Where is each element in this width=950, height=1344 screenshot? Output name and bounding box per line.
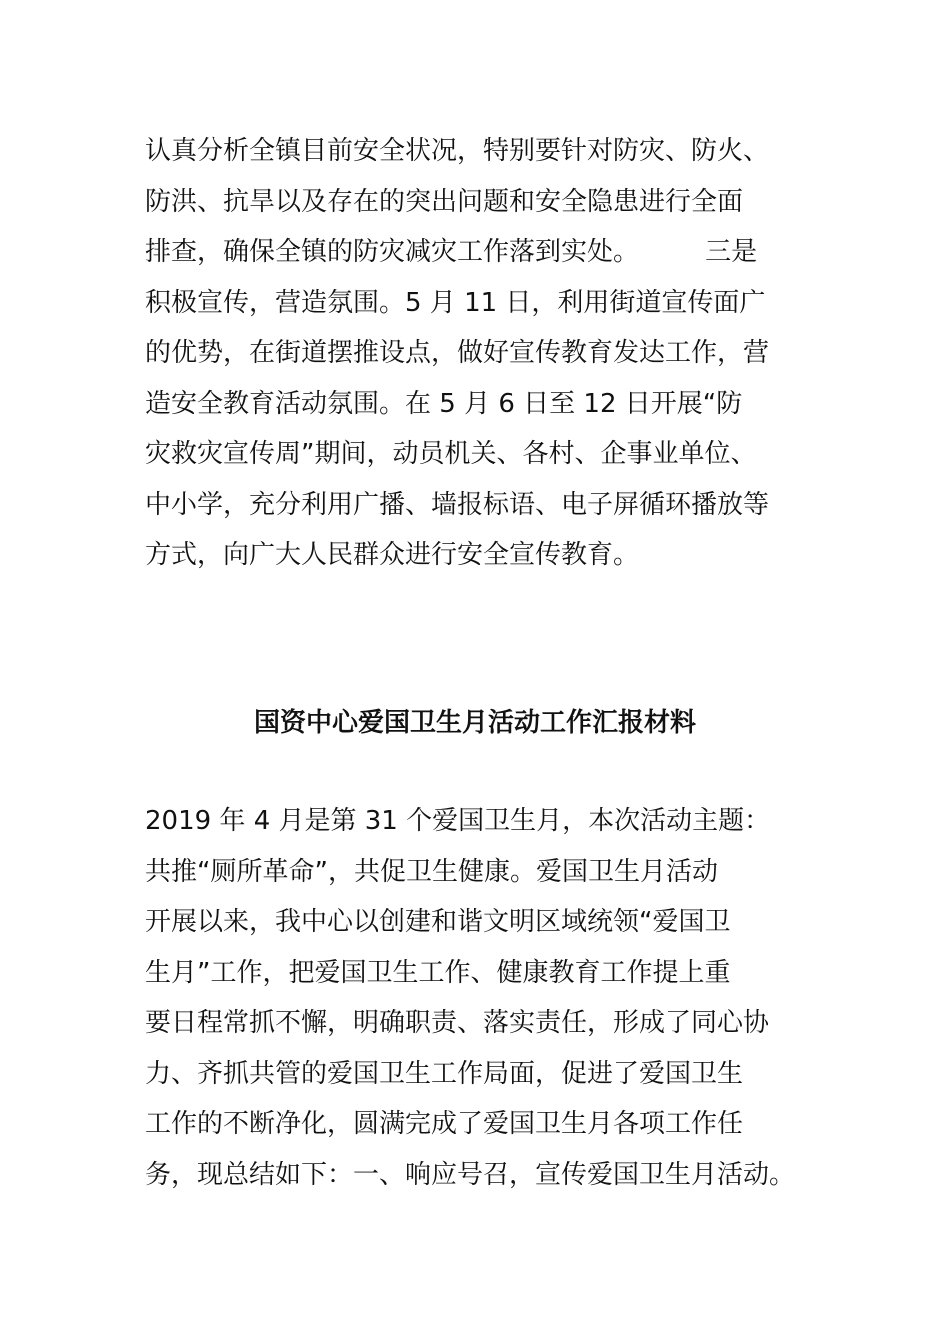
- document-title: 国资中心爱国卫生月活动工作汇报材料: [253, 708, 696, 738]
- text-line: 认真分析全镇目前安全状况，特别要针对防灾、防火、: [145, 136, 770, 166]
- text-line: 要日程常抓不懈，明确职责、落实责任，形成了同心协: [145, 1008, 770, 1038]
- text-line: 开展以来，我中心以创建和谐文明区域统领“爱国卫: [145, 907, 731, 937]
- text-line: 力、齐抓共管的爱国卫生工作局面，促进了爱国卫生: [145, 1058, 744, 1089]
- text-line: 共推“厕所革命”，共促卫生健康。爱国卫生月活动: [145, 856, 718, 887]
- text-line: 生月”工作，把爱国卫生工作、健康教育工作提上重: [145, 957, 731, 988]
- text-line: 中小学，充分利用广播、墙报标语、电子屏循环播放等: [145, 489, 770, 520]
- text-line: 方式，向广大人民群众进行安全宣传教育。: [145, 540, 640, 570]
- text-line: 灾救灾宣传周”期间，动员机关、各村、企事业单位、: [145, 439, 757, 469]
- text-line: 排查，确保全镇的防灾减灾工作落到实处。 三是: [145, 237, 758, 267]
- text-line: 积极宣传，营造氛围。5 月 11 日，利用街道宣传面广: [145, 287, 766, 318]
- text-line: 2019 年 4 月是第 31 个爱国卫生月，本次活动主题：: [145, 806, 771, 836]
- text-line: 造安全教育活动氛围。在 5 月 6 日至 12 日开展“防: [145, 388, 743, 419]
- text-line: 的优势，在街道摆推设点，做好宣传教育发达工作，营: [145, 338, 770, 368]
- text-line: 防洪、抗旱以及存在的突出问题和安全隐患进行全面: [145, 186, 744, 217]
- text-line: 务，现总结如下：一、响应号召，宣传爱国卫生月活动。: [145, 1159, 796, 1190]
- body-paragraph-1: [145, 126, 825, 581]
- text-line: 工作的不断净化，圆满完成了爱国卫生月各项工作任: [145, 1109, 744, 1139]
- body-paragraph-2: [145, 796, 825, 1200]
